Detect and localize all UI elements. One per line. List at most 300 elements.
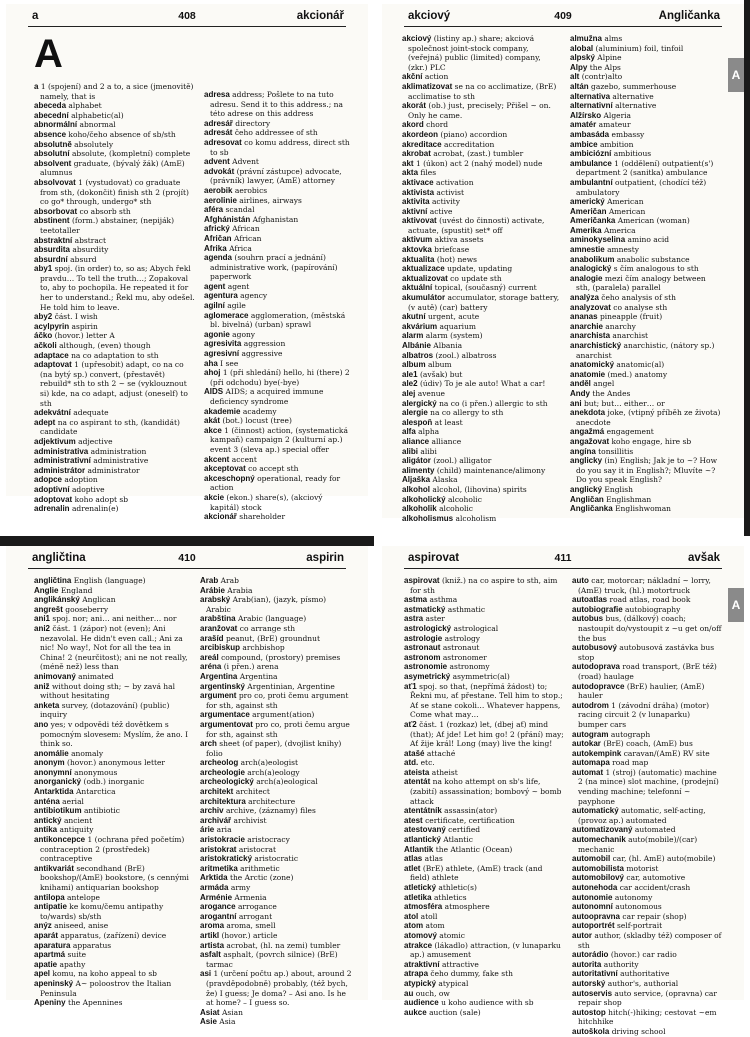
- entry-headword: Alžírsko: [570, 110, 602, 120]
- dictionary-entry: adaptace na co adaptation to sth: [34, 350, 159, 360]
- entry-headword: aktivace: [402, 177, 434, 187]
- dictionary-entry: akcionář shareholder: [204, 512, 286, 522]
- entry-headword: absurdní: [34, 254, 68, 264]
- column-left: [402, 34, 562, 523]
- dictionary-entry: alternativní alternative: [570, 101, 657, 111]
- entry-headword: architekt: [200, 787, 234, 797]
- dictionary-entry: apel komu, na koho appeal to sb: [34, 969, 157, 979]
- dictionary-entry: alergický na co (i přen.) allergic to sth: [402, 398, 548, 408]
- dictionary-entry: abnormální abnormal: [34, 120, 116, 130]
- dictionary-entry: absurdní absurd: [34, 254, 97, 264]
- entry-headword: akreditace: [402, 139, 442, 149]
- dictionary-entry: akvárium aquarium: [402, 321, 477, 331]
- dictionary-entry: akordeon (piano) accordion: [402, 129, 508, 139]
- dictionary-entry: autoškola driving school: [572, 1026, 666, 1036]
- dictionary-entry: Aljaška Alaska: [402, 475, 458, 485]
- dictionary-entry: arabský Arab(ian), (jazyk, písmo) Arabic: [200, 595, 327, 614]
- dictionary-entry: anorganický (odb.) inorganic: [34, 777, 145, 787]
- entry-headword: aktualita: [402, 254, 435, 264]
- entry-headword: astronom: [404, 652, 441, 662]
- entry-headword: artikl: [200, 930, 220, 940]
- dictionary-entry: astmatický asthmatic: [404, 604, 486, 614]
- entry-headword: agresivita: [204, 339, 242, 349]
- dictionary-entry: anarchie anarchy: [570, 321, 636, 331]
- entry-headword: autoatlas: [572, 595, 608, 605]
- dictionary-entry: anarchista anarchist: [570, 331, 649, 341]
- column-right: [200, 576, 352, 1027]
- dictionary-entry: alkoholismus alcoholism: [402, 513, 497, 523]
- entry-headword: ambasáda: [570, 129, 610, 139]
- entry-headword: Asie: [200, 1017, 217, 1027]
- dictionary-entry: archeolog arch(a)eologist: [200, 758, 298, 768]
- entry-headword: Alpy: [570, 62, 588, 72]
- dictionary-entry: aristokrat aristocrat: [200, 844, 276, 854]
- entry-headword: arašíd: [200, 633, 224, 643]
- dictionary-entry: aligátor (zool.) alligator: [402, 456, 492, 466]
- entry-headword: angažmá: [570, 427, 605, 437]
- entry-headword: astma: [404, 595, 428, 605]
- dictionary-entry: atentátník assassin(ator): [404, 806, 498, 816]
- dictionary-entry: antikvariát secondhand (BrE) bookshop/(AmE) bookstore, (s cennými knihami) antiquarian bookshop: [34, 863, 189, 892]
- entry-headword: anglikánský: [34, 595, 80, 605]
- entry-headword: autoopravna: [572, 911, 621, 921]
- dictionary-entry: akrobat acrobat, (zast.) tumbler: [402, 149, 524, 159]
- page-number: 410: [178, 552, 196, 564]
- entry-headword: aktivní: [402, 206, 428, 216]
- entry-headword: adopce: [34, 475, 63, 485]
- entry-headword: alkoholický: [402, 494, 446, 504]
- page-number: 409: [554, 10, 572, 22]
- dictionary-entry: atentát na koho attempt on sb's life, (zabití) assassination; bombový ~ bomb attack: [404, 777, 562, 806]
- scan-edge-bottom-right: [374, 536, 750, 546]
- page-number: 408: [178, 10, 196, 22]
- entry-headword: anglicky: [570, 456, 603, 466]
- dictionary-entry: americký American: [570, 197, 644, 207]
- dictionary-entry: arcibiskup archbishop: [200, 643, 285, 653]
- entry-headword: automobil: [572, 854, 611, 864]
- entry-headword: ateista: [404, 767, 430, 777]
- entry-headword: automat: [572, 767, 604, 777]
- dictionary-entry: aby1 spoj. (in order) to, so as; Abych řekl pravdu… To tell the truth…; Zopakoval to, aby to pochopila. He repeated it for her to understand.; Řekl mu, aby odešel. He told him to leave.: [34, 264, 195, 312]
- entry-headword: ani: [570, 398, 582, 408]
- entry-headword: autoservis: [572, 988, 613, 998]
- entry-headword: aliance: [402, 436, 430, 446]
- dictionary-entry: album album: [402, 360, 452, 370]
- dictionary-entry: aha I see: [204, 358, 239, 368]
- entry-headword: ačkoli: [34, 341, 57, 351]
- entry-headword: autorský: [572, 978, 606, 988]
- entry-headword: akceschopný: [204, 473, 255, 483]
- dictionary-entry: animovaný animated: [34, 671, 114, 681]
- dictionary-entry: alibi alibi: [402, 446, 437, 456]
- dictionary-entry: asymetrický asymmetric(al): [404, 671, 510, 681]
- entry-headword: areál: [200, 652, 219, 662]
- entry-headword: akvárium: [402, 321, 438, 331]
- dictionary-entry: aktivum aktiva assets: [402, 235, 484, 245]
- dictionary-entry: altán gazebo, summerhouse: [570, 81, 677, 91]
- entry-headword: abstraktní: [34, 235, 73, 245]
- entry-headword: au: [404, 988, 414, 998]
- entry-headword: aranžovat: [200, 623, 238, 633]
- dictionary-entry: akciový (listiny ap.) share; akciová společnost joint-stock company, (veřejná) public (limited) company, (zkr.) PLC: [402, 34, 541, 72]
- dictionary-entry: autoritativní authoritative: [572, 969, 670, 979]
- dictionary-entry: Argentina Argentina: [200, 671, 278, 681]
- dictionary-entry: anděl angel: [570, 379, 615, 389]
- dictionary-entry: antibiotikum antibiotic: [34, 806, 120, 816]
- dictionary-entry: akreditace accreditation: [402, 139, 495, 149]
- dictionary-entry: autodrom 1 (závodní dráha) (motor) racing circuit 2 (v lunaparku) bumper cars: [572, 700, 710, 729]
- entry-headword: anglický: [570, 484, 603, 494]
- dictionary-entry: areál compound, (prostory) premises: [200, 652, 341, 662]
- entry-headword: ale1: [402, 369, 418, 379]
- dictionary-entry: aspirovat (kniž.) na co aspire to sth, aim for sth: [404, 576, 558, 595]
- entry-headword: atlantický: [404, 835, 441, 845]
- right-guide-word: avšak: [688, 552, 720, 564]
- entry-headword: aktivovat: [402, 216, 437, 226]
- page-header: [382, 546, 744, 570]
- dictionary-entry: alt (contr)alto: [570, 72, 623, 82]
- dictionary-entry: atrakce (lákadlo) attraction, (v lunaparku ap.) amusement: [404, 940, 561, 960]
- dictionary-entry: archeologický arch(a)eological: [200, 777, 318, 787]
- dictionary-entry: autodopravce (BrE) haulier, (AmE) hauler: [572, 681, 705, 701]
- dictionary-entry: advokát (právní zástupce) advocate, (právník) lawyer, (AmE) attorney: [204, 166, 342, 186]
- dictionary-entry: astra aster: [404, 614, 445, 624]
- entry-headword: adoptovat: [34, 494, 73, 504]
- dictionary-entry: analogie mezi čím analogy between sth, (paralela) parallel: [570, 273, 706, 293]
- dictionary-entry: asi 1 (určení počtu ap.) about, around 2 (pravděpodobně) probably, (též bych, že) I guess; Je doma? – Asi ano. Is he at home? – I guess so.: [200, 969, 352, 1008]
- entry-headword: aféra: [204, 205, 224, 215]
- entry-headword: autorita: [572, 959, 602, 969]
- dictionary-entry: Angličanka Englishwoman: [570, 504, 672, 514]
- dictionary-entry: Anglie England: [34, 585, 93, 595]
- section-letter: A: [34, 32, 63, 76]
- entry-headword: acylpyrin: [34, 321, 70, 331]
- right-guide-word: Angličanka: [658, 10, 720, 22]
- header-rule: [28, 568, 346, 569]
- dictionary-entry: autor author, (skladby též) composer of sth: [572, 930, 722, 950]
- entry-headword: Afrika: [204, 243, 227, 253]
- entry-headword: aha: [204, 358, 218, 368]
- dictionary-entry: aby2 část. I wish: [34, 312, 98, 322]
- entry-headword: ahoj: [204, 368, 221, 378]
- column-left: [34, 576, 192, 1008]
- entry-headword: aréna: [200, 662, 222, 672]
- dictionary-entry: aglomerace agglomeration, (městská bl. bivelná) (urban) sprawl: [204, 310, 346, 330]
- dictionary-entry: atletický athletic(s): [404, 883, 477, 892]
- dictionary-entry: atypický atypical: [404, 978, 469, 988]
- entry-headword: atrakce: [404, 940, 433, 950]
- dictionary-entry: ani but; but… either… or: [570, 398, 665, 408]
- entry-headword: aroma: [200, 921, 225, 931]
- entry-headword: akumulátor: [402, 293, 446, 303]
- dictionary-entry: autokar (BrE) coach, (AmE) bus: [572, 739, 693, 749]
- dictionary-entry: aktivace activation: [402, 177, 474, 187]
- entry-headword: anketa: [34, 700, 60, 710]
- dictionary-entry: alespoň at least: [402, 417, 463, 427]
- entry-headword: árie: [200, 825, 215, 835]
- entry-headword: apatie: [34, 959, 58, 969]
- dictionary-entry: arogantní arrogant: [200, 911, 273, 921]
- dictionary-entry: autoatlas road atlas, road book: [572, 595, 691, 605]
- dictionary-entry: adresa address; Pošlete to na tuto adresu. Send it to this address.; na této adrese on this address: [204, 90, 343, 119]
- dictionary-entry: absence koho/čeho absence of sb/sth: [34, 129, 176, 139]
- dictionary-entry: antický ancient: [34, 815, 93, 825]
- entry-headword: aparát: [34, 930, 59, 940]
- dictionary-entry: Antarktida Antarctica: [34, 787, 116, 797]
- entry-headword: aristokrat: [200, 844, 237, 854]
- dictionary-entry: artista acrobat, (hl. na zemi) tumbler: [200, 940, 341, 950]
- dictionary-entry: adrenalin adrenalin(e): [34, 504, 119, 514]
- entry-headword: adaptovat: [34, 360, 72, 370]
- entry-headword: architektura: [200, 796, 246, 806]
- column-right: [570, 34, 722, 514]
- dictionary-entry: ani1 spoj. nor; ani… ani neither… nor: [34, 614, 177, 624]
- dictionary-entry: anglikánský Anglican: [34, 595, 116, 605]
- dictionary-entry: aktualita (hot) news: [402, 254, 477, 264]
- dictionary-entry: anténa aerial: [34, 796, 84, 806]
- dictionary-entry: akceptovat co accept sth: [204, 464, 299, 474]
- entry-headword: autokar: [572, 739, 601, 749]
- entry-headword: aukce: [404, 1007, 427, 1017]
- entry-headword: autoškola: [572, 1026, 610, 1036]
- dictionary-entry: adoptivní adoptive: [34, 484, 105, 494]
- dictionary-entry: adresát čeho addressee of sth: [204, 128, 318, 138]
- entry-headword: administrativní: [34, 456, 91, 466]
- entry-headword: archeologický: [200, 777, 254, 787]
- entry-headword: anarchista: [570, 331, 611, 341]
- entry-headword: apel: [34, 969, 51, 979]
- dictionary-entry: apeninský A~ poloostrov the Italian Peninsula: [34, 978, 172, 998]
- entry-headword: apartmá: [34, 950, 66, 960]
- entry-headword: advokát: [204, 166, 235, 176]
- dictionary-entry: astronaut astronaut: [404, 643, 480, 653]
- dictionary-entry: autobusový autobusová zastávka bus stop: [572, 643, 715, 662]
- page-header: [6, 4, 368, 28]
- dictionary-entry: antipatie ke komu/čemu antipathy to/wards) sb/sth: [34, 902, 164, 921]
- dictionary-entry: absorbovat co absorb sth: [34, 206, 131, 216]
- dictionary-entry: alarm alarm (system): [402, 331, 483, 341]
- dictionary-page-409: [382, 4, 744, 523]
- dictionary-entry: akceschopný operational, ready for action: [204, 473, 341, 493]
- entry-headword: aktivita: [402, 197, 430, 207]
- entry-headword: angína: [570, 446, 596, 456]
- dictionary-entry: atašé attaché: [404, 748, 456, 758]
- entry-headword: argumentace: [200, 710, 250, 720]
- dictionary-entry: argument pro co, proti čemu argument for sth, against sth: [200, 691, 349, 710]
- dictionary-entry: alfa alpha: [402, 427, 440, 437]
- dictionary-entry: administrátor administrator: [34, 465, 140, 475]
- dictionary-entry: africký African: [204, 224, 260, 234]
- entry-headword: autostop: [572, 1007, 606, 1017]
- dictionary-entry: angrešt gooseberry: [34, 604, 109, 614]
- dictionary-entry: administrativa administration: [34, 446, 147, 456]
- entry-headword: Amerika: [570, 225, 602, 235]
- column-left: [34, 30, 196, 514]
- entry-headword: alergický: [402, 398, 437, 408]
- dictionary-entry: abstinent (form.) abstainer, (nepiják) teetotaller: [34, 216, 175, 235]
- entry-headword: atašé: [404, 748, 425, 758]
- dictionary-entry: atom atom: [404, 921, 445, 931]
- dictionary-entry: ať2 část. 1 (rozkaz) let, (dbej ať) mind (that); Ať jde! Let him go! 2 (přání) may; Ať žije král! Long (may) live the king!: [404, 719, 564, 749]
- entry-headword: Asiat: [200, 1007, 220, 1017]
- entry-headword: aglomerace: [204, 310, 249, 320]
- entry-headword: autonomie: [572, 892, 613, 902]
- dictionary-entry: aktuální topical, (současný) current: [402, 283, 537, 293]
- dictionary-entry: Asiat Asian: [200, 1007, 243, 1017]
- entry-headword: aristokracie: [200, 835, 245, 845]
- entry-headword: anonymní: [34, 767, 72, 777]
- entry-headword: Američan: [570, 206, 607, 216]
- entry-headword: antický: [34, 815, 62, 825]
- dictionary-entry: abeceda alphabet: [34, 101, 102, 111]
- entry-headword: arogantní: [200, 911, 237, 921]
- dictionary-entry: automatizovaný automated: [572, 825, 676, 835]
- dictionary-entry: apartmá suite: [34, 950, 87, 960]
- dictionary-entry: argumentovat pro co, proti čemu argue for sth, against sth: [200, 719, 350, 739]
- dictionary-entry: autonomie autonomy: [572, 892, 653, 902]
- entry-headword: astrologický: [404, 623, 452, 633]
- dictionary-entry: advent Advent: [204, 157, 259, 167]
- dictionary-entry: Arménie Armenia: [200, 892, 267, 902]
- dictionary-entry: aminokyselina amino acid: [570, 235, 670, 245]
- dictionary-entry: anekdota joke, (vtipný příběh ze života) anecdote: [570, 408, 721, 427]
- entry-headword: atentátník: [404, 806, 442, 816]
- entry-headword: arogance: [200, 902, 236, 912]
- dictionary-entry: anketa survey, (dotazování) (public) inquiry: [34, 700, 170, 720]
- entry-headword: aby1: [34, 264, 53, 274]
- entry-headword: akrobat: [402, 149, 431, 159]
- dictionary-entry: adept na co aspirant to sth, (kandidát) candidate: [34, 417, 180, 437]
- entry-headword: ambulance: [570, 158, 612, 168]
- entry-headword: adresovat: [204, 137, 242, 147]
- entry-headword: angrešt: [34, 604, 63, 614]
- entry-headword: alpský: [570, 53, 595, 63]
- entry-headword: akce: [204, 425, 222, 435]
- dictionary-entry: akční action: [402, 72, 449, 82]
- entry-headword: absolvent: [34, 158, 72, 168]
- entry-headword: alimenty: [402, 465, 435, 475]
- dictionary-entry: automobilista motorist: [572, 863, 659, 873]
- entry-headword: advent: [204, 157, 230, 167]
- dictionary-entry: automobilový car, automotive: [572, 873, 686, 883]
- entry-headword: ambulantní: [570, 177, 613, 187]
- entry-headword: aktivum: [402, 235, 433, 245]
- entry-headword: anomálie: [34, 748, 69, 758]
- dictionary-entry: áčko (hovor.) letter A: [34, 331, 115, 341]
- dictionary-entry: Apeniny the Apennines: [34, 998, 123, 1008]
- dictionary-entry: arabština Arabic (language): [200, 614, 307, 624]
- entry-headword: Američanka: [570, 216, 616, 226]
- dictionary-entry: aklimatizovat se na co acclimatize, (BrE) acclimatise to sth: [402, 81, 557, 101]
- dictionary-entry: aktivita activity: [402, 197, 460, 207]
- entry-headword: ani2: [34, 623, 51, 633]
- entry-headword: autorádio: [572, 950, 609, 960]
- dictionary-entry: aniž without doing sth; ~ by zavá hal without hesitating: [34, 681, 175, 701]
- dictionary-entry: automechanik auto(mobile)/(car) mechanic: [572, 835, 698, 854]
- dictionary-entry: archeologie arch(a)eology: [200, 767, 300, 777]
- dictionary-entry: árie aria: [200, 825, 232, 835]
- dictionary-entry: anonymní anonymous: [34, 767, 118, 777]
- entry-headword: Afričan: [204, 233, 232, 243]
- entry-headword: antibiotikum: [34, 806, 82, 816]
- dictionary-entry: Arab Arab: [200, 576, 239, 585]
- entry-headword: arcibiskup: [200, 643, 241, 653]
- dictionary-page-410: [6, 546, 368, 1027]
- entry-headword: antikoncepce: [34, 835, 86, 845]
- entry-headword: atypický: [404, 978, 437, 988]
- entry-headword: apeninský: [34, 978, 74, 988]
- dictionary-entry: ať1 spoj. so that, (nepřímá žádost) to; Řekni mu, ať přestane. Tell him to stop.; Ať se stane cokoli… Whatever happens, Come what may…: [404, 681, 563, 720]
- entry-headword: aklimatizovat: [402, 81, 453, 91]
- dictionary-entry: arašíd peanut, (BrE) groundnut: [200, 633, 320, 643]
- dictionary-page-411: [382, 546, 744, 1036]
- entry-headword: altán: [570, 81, 589, 91]
- dictionary-entry: alkoholik alcoholic: [402, 504, 474, 514]
- dictionary-entry: atd. etc.: [404, 758, 435, 768]
- entry-headword: akutní: [402, 312, 426, 322]
- dictionary-entry: adjektivum adjective: [34, 436, 113, 446]
- dictionary-entry: aranžovat co arrange sth: [200, 623, 296, 633]
- entry-headword: alkoholik: [402, 504, 437, 514]
- dictionary-entry: anglický English: [570, 484, 633, 494]
- entry-headword: auto: [572, 576, 589, 585]
- entry-headword: ananas: [570, 312, 598, 322]
- entry-headword: atestovaný: [404, 825, 446, 835]
- entry-headword: automobilový: [572, 873, 625, 883]
- entry-headword: alej: [402, 388, 416, 398]
- dictionary-entry: absolvovat 1 (vystudovat) co graduate from sth, (dokončit) finish sth 2 (projít) co go* through, undergo* sth: [34, 177, 189, 207]
- dictionary-entry: autonehoda car accident/crash: [572, 883, 691, 892]
- entry-headword: aminokyselina: [570, 235, 626, 245]
- dictionary-entry: armáda army: [200, 883, 251, 892]
- entry-headword: angažovat: [570, 436, 610, 446]
- dictionary-entry: analýza čeho analysis of sth: [570, 293, 676, 303]
- dictionary-entry: ačkoli although, (even) though: [34, 341, 151, 351]
- entry-headword: absolutně: [34, 139, 72, 149]
- entry-headword: aktivista: [402, 187, 435, 197]
- dictionary-entry: akumulátor accumulator, storage battery, (v autě) (car) battery: [402, 293, 560, 312]
- entry-headword: angličtina: [34, 576, 72, 585]
- dictionary-entry: ani2 část. 1 (zápor) not (even); Ani nezavolal. He didn't even call.; Ani za nic! No way!, Not for all the tea in China! 2 (neurčitost); ani ne not really, (méně než) less than: [34, 623, 188, 672]
- left-guide-word: akciový: [408, 10, 451, 22]
- entry-headword: africký: [204, 224, 230, 234]
- entry-headword: atletika: [404, 892, 432, 902]
- entry-headword: anýz: [34, 921, 52, 931]
- entry-headword: Arab: [200, 576, 219, 585]
- dictionary-entry: atrapa čeho dummy, fake sth: [404, 969, 513, 979]
- dictionary-entry: ano yes; v odpovědi též dovětkem s pomocným slovesem: Myslím, že ano. I think so.: [34, 719, 189, 749]
- entry-headword: antikvariát: [34, 863, 75, 873]
- dictionary-entry: akorát (ob.) just, precisely; Přišel ~ on. Only he came.: [402, 101, 551, 120]
- entry-headword: Afghánistán: [204, 214, 251, 224]
- entry-headword: akceptovat: [204, 464, 246, 474]
- entry-headword: aspirovat: [404, 576, 440, 585]
- entry-headword: autonehoda: [572, 883, 618, 892]
- dictionary-entry: atestovaný certified: [404, 825, 481, 835]
- entry-headword: atlas: [404, 854, 423, 864]
- entry-headword: argentinský: [200, 681, 245, 691]
- dictionary-entry: anomálie anomaly: [34, 748, 104, 758]
- dictionary-entry: autobus bus, (dálkový) coach; nastoupit do/vystoupit z ~u get on/off the bus: [572, 614, 722, 643]
- right-guide-word: akcionář: [296, 10, 344, 22]
- entry-headword: atomový: [404, 930, 437, 940]
- entry-headword: alergie: [402, 408, 428, 418]
- entry-headword: abecední: [34, 110, 69, 120]
- left-guide-word: aspirovat: [408, 552, 460, 564]
- dictionary-entry: astma asthma: [404, 595, 458, 605]
- entry-headword: absolutní: [34, 149, 70, 159]
- entry-headword: anděl: [570, 379, 591, 389]
